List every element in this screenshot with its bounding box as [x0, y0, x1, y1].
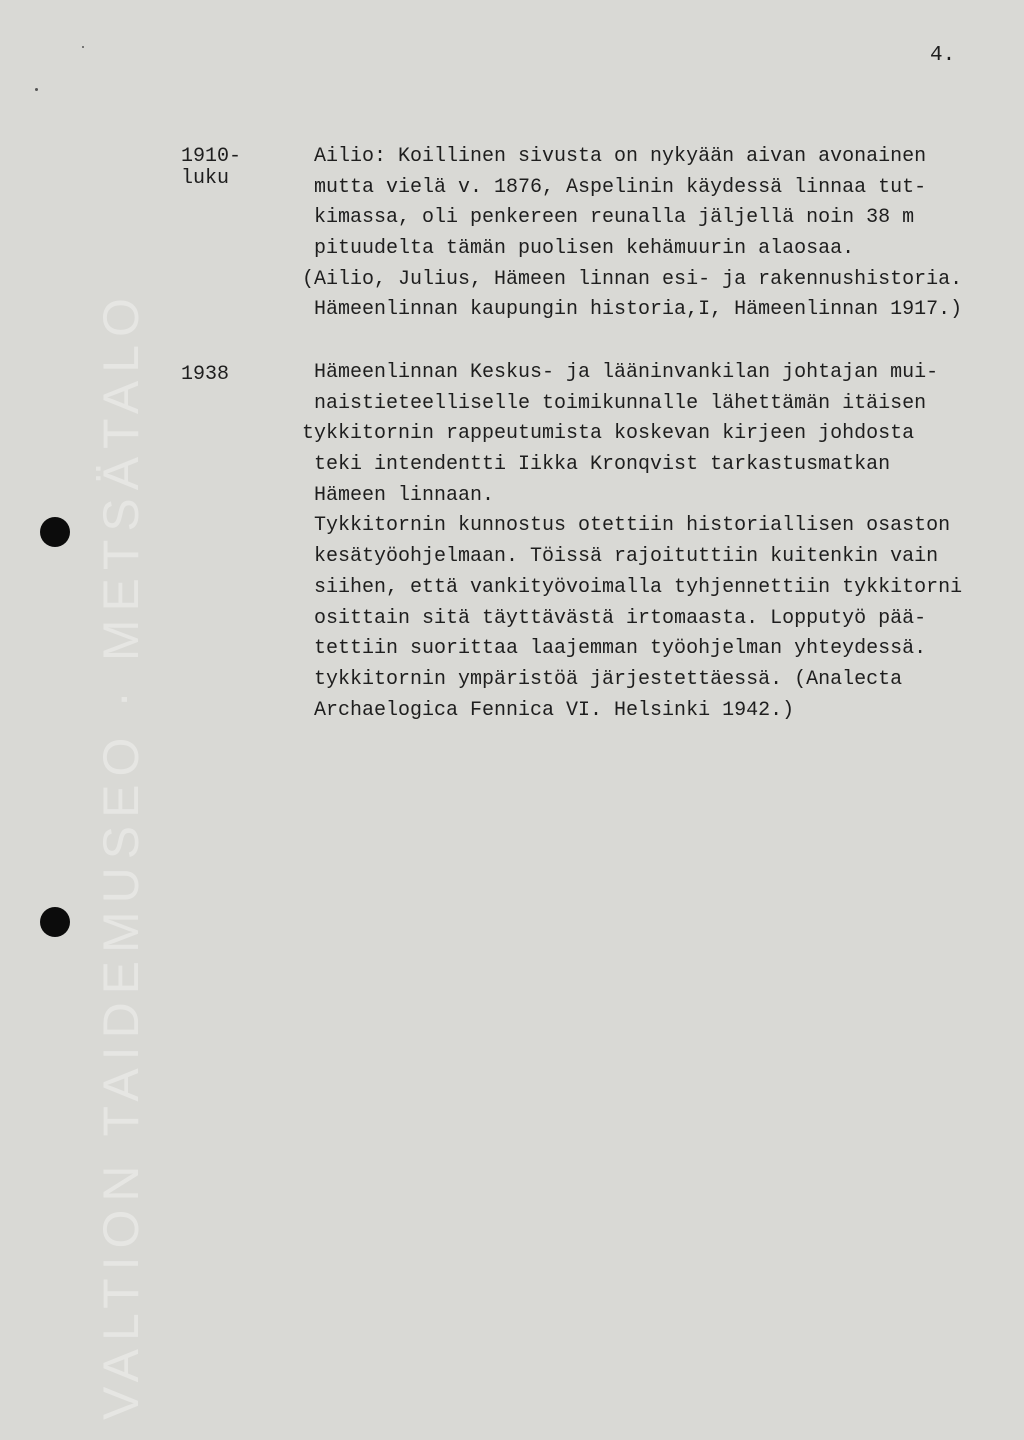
text-line: Archaelogica Fennica VI. Helsinki 1942.) — [302, 698, 795, 722]
year-line: 1910- — [181, 145, 242, 168]
year-line: 1938 — [181, 363, 230, 386]
text-line: teki intendentti Iikka Kronqvist tarkastusmatkan — [302, 453, 891, 477]
paper-speck — [35, 88, 38, 91]
text-line: Hämeenlinnan Keskus- ja lääninvankilan johtajan mui- — [302, 361, 939, 384]
text-line: osittain sitä täyttävästä irtomaasta. Lopputyö pää- — [302, 606, 927, 630]
text-line: kesätyöohjelmaan. Töissä rajoituttiin kuitenkin vain — [302, 545, 939, 569]
entry-year — [181, 146, 241, 190]
text-line: naistieteelliselle toimikunnalle lähettämän itäisen — [302, 391, 927, 415]
text-line: tykkitornin rappeutumista koskevan kirjeen johdosta — [302, 422, 915, 446]
page-number: 4. — [930, 44, 956, 67]
text-line: pituudelta tämän puolisen kehämuurin alaosaa. — [302, 237, 855, 261]
text-line: siihen, että vankityövoimalla tyhjennettiin tykkitorni — [302, 575, 963, 599]
text-line: tykkitornin ympäristöä järjestettäessä. (Analecta — [302, 667, 903, 691]
text-line: tettiin suorittaa laajemman työohjelman yhteydessä. — [302, 637, 927, 661]
text-line: Tykkitornin kunnostus otettiin historiallisen osaston — [302, 514, 951, 538]
text-line: mutta vielä v. 1876, Aspelinin käydessä linnaa tut- — [302, 175, 927, 199]
text-line: Ailio: Koillinen sivusta on nykyään aivan avonainen — [302, 145, 927, 168]
paper-speck — [82, 46, 84, 48]
archive-watermark: VALTION TAIDEMUSEO · METSÄTALO — [93, 290, 149, 1420]
entry-year — [181, 364, 229, 386]
text-line: (Ailio, Julius, Hämeen linnan esi- ja rakennushistoria. — [302, 267, 963, 291]
punch-hole — [40, 907, 70, 937]
year-line: luku — [181, 167, 230, 190]
text-line: Hämeen linnaan. — [302, 483, 495, 507]
entry-text — [302, 358, 1002, 726]
entry-text — [302, 142, 1002, 326]
text-line: Hämeenlinnan kaupungin historia,I, Hämeenlinnan 1917.) — [302, 298, 963, 322]
text-line: kimassa, oli penkereen reunalla jäljellä noin 38 m — [302, 206, 915, 230]
punch-hole — [40, 517, 70, 547]
